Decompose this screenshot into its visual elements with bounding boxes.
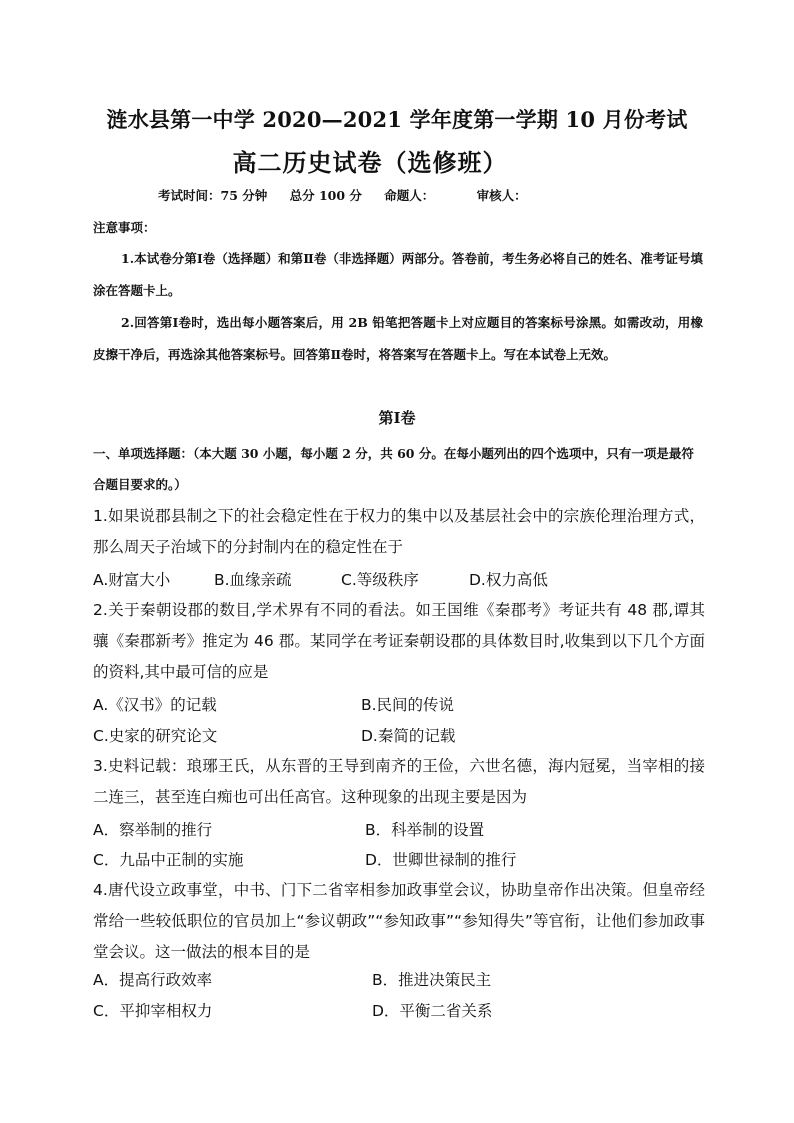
exam-total-score: 总分 100 分 bbox=[289, 188, 362, 203]
school-exam-line: 涟水县第一中学 2020—2021 学年度第一学期 10 月份考试 bbox=[106, 107, 688, 132]
question-4-option-c: C．平抑宰相权力 bbox=[93, 1002, 213, 1020]
question-2-stem: 2.关于秦朝设郡的数目,学术界有不同的看法。如王国维《秦郡考》考证共有 48 郡,谭其骧《秦郡新考》推定为 46 郡。某同学在考证秦朝设郡的具体数目时,收集到以下几个方面的资料,其中最可信的应是 bbox=[93, 601, 705, 681]
section-title: 第Ⅰ卷 bbox=[378, 409, 416, 427]
question-3-option-b: B．科举制的设置 bbox=[365, 821, 485, 839]
notes-heading: 注意事项： bbox=[93, 220, 156, 235]
question-1-option-c: C.等级秩序 bbox=[341, 571, 419, 589]
question-4-option-a: A．提高行政效率 bbox=[93, 971, 213, 989]
note-item-1: 1.本试卷分第Ⅰ卷（选择题）和第Ⅱ卷（非选择题）两部分。答卷前，考生务必将自己的姓名、准考证号填涂在答题卡上。 bbox=[93, 251, 703, 298]
question-3-option-a: A．察举制的推行 bbox=[93, 821, 213, 839]
exam-reviewer: 审核人： bbox=[476, 188, 527, 203]
exam-title: 高二历史试卷（选修班） bbox=[232, 148, 508, 177]
question-2-option-d: D.秦简的记载 bbox=[361, 727, 456, 745]
question-2-option-a: A.《汉书》的记载 bbox=[93, 696, 217, 714]
question-1-stem: 1.如果说郡县制之下的社会稳定性在于权力的集中以及基层社会中的宗族伦理治理方式，那么周天子治域下的分封制内在的稳定性在于 bbox=[93, 507, 705, 556]
exam-time: 考试时间：75 分钟 bbox=[158, 188, 268, 203]
question-3-stem: 3.史料记载：琅琊王氏，从东晋的王导到南齐的王俭，六世名德，海内冠冕，当宰相的接二连三，甚至连白痴也可出任高官。这种现象的出现主要是因为 bbox=[93, 757, 705, 806]
question-4-option-b: B．推进决策民主 bbox=[372, 971, 492, 989]
exam-setter: 命题人： bbox=[384, 188, 435, 203]
part-heading: 一、单项选择题：（本大题 30 小题，每小题 2 分，共 60 分。在每小题列出的四个选项中，只有一项是最符合题目要求的。） bbox=[93, 446, 694, 492]
question-1-option-a: A.财富大小 bbox=[93, 571, 171, 589]
question-4-option-d: D．平衡二省关系 bbox=[372, 1002, 493, 1020]
question-4-stem: 4.唐代设立政事堂，中书、门下二省宰相参加政事堂会议，协助皇帝作出决策。但皇帝经常给一些较低职位的官员加上“参议朝政”“参知政事”“参知得失”等官衔，让他们参加政事堂会议。这一做法的根本目的是 bbox=[93, 881, 705, 961]
exam-info bbox=[158, 186, 545, 204]
question-2-option-b: B.民间的传说 bbox=[361, 696, 455, 714]
question-2-option-c: C.史家的研究论文 bbox=[93, 727, 218, 745]
question-1-option-d: D.权力高低 bbox=[469, 571, 548, 589]
question-3-option-d: D．世卿世禄制的推行 bbox=[365, 851, 517, 869]
question-1-option-b: B.血缘亲疏 bbox=[214, 571, 292, 589]
question-3-option-c: C．九品中正制的实施 bbox=[93, 851, 244, 869]
note-item-2: 2.回答第Ⅰ卷时，选出每小题答案后，用 2B 铅笔把答题卡上对应题目的答案标号涂黑。如需改动，用橡皮擦干净后，再选涂其他答案标号。回答第Ⅱ卷时，将答案写在答题卡上。写在本试卷上无效。 bbox=[93, 315, 703, 362]
